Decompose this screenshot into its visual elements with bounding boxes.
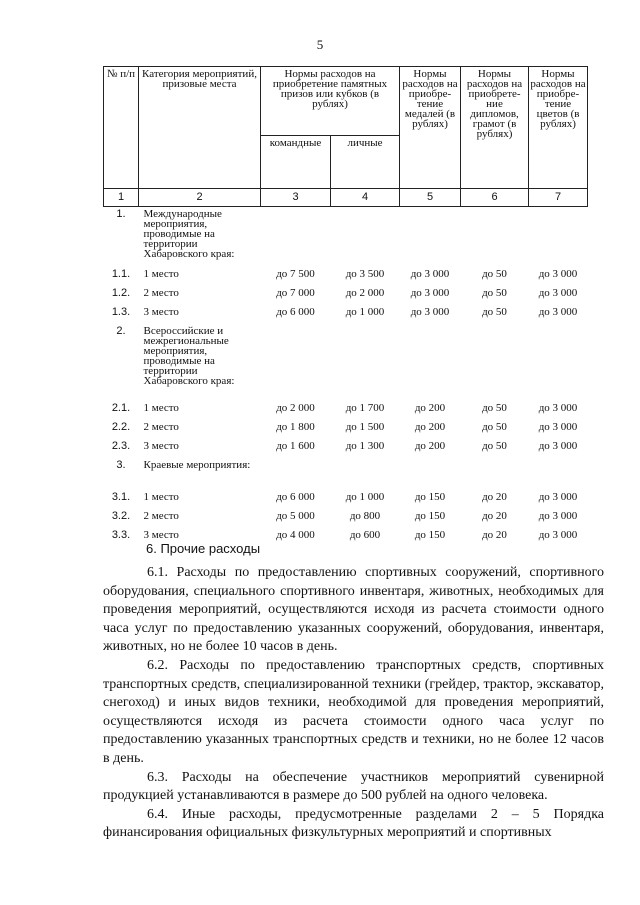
flowers-value: до 3 000	[538, 510, 578, 522]
personal-prize-value	[331, 207, 400, 268]
medals-value: до 150	[414, 529, 446, 541]
column-number: 6	[461, 189, 529, 207]
team-prize-value	[261, 324, 331, 401]
medals-value: до 150	[414, 491, 446, 503]
table-row	[104, 420, 588, 439]
personal-prize-value	[331, 324, 400, 401]
team-prize-value: до 6 000	[276, 306, 315, 318]
paragraph: 6.1. Расходы по предоставлению спортивных сооружений, спортивного оборудования, специального спортивного инвентаря, животных, необходимых для проведения мероприятий, осуществляются исходя из расчета стоимости одного часа услуг по предоставлению указанных сооружений, оборудования, инвентаря, животных, но не более 10 часов в день.	[103, 565, 604, 655]
medals-value	[400, 324, 461, 401]
diplomas-value: до 50	[482, 268, 507, 280]
flowers-value	[529, 207, 588, 268]
row-number: 1.1.	[111, 268, 131, 280]
personal-prize-value: до 600	[349, 529, 381, 541]
diplomas-value: до 50	[482, 402, 507, 414]
row-category: 2 место	[143, 287, 179, 299]
diplomas-value: до 50	[482, 421, 507, 433]
personal-prize-value: до 2 000	[345, 287, 385, 299]
flowers-value: до 3 000	[538, 440, 578, 452]
row-category: 2 место	[143, 510, 179, 522]
row-number: 3.3.	[111, 529, 131, 541]
personal-prize-value	[331, 458, 400, 490]
row-number: 1.2.	[111, 287, 131, 299]
column-number: 1	[104, 189, 139, 207]
table-row	[104, 286, 588, 305]
header-diplomas: Нормы расходов на приобрете- ние дипломов, грамот (в рублях)	[461, 67, 529, 189]
row-category: 1 место	[143, 268, 179, 280]
header-no: № п/п	[104, 67, 139, 189]
row-category: 1 место	[143, 402, 179, 414]
header-personal: личные	[331, 136, 400, 189]
table-row	[104, 305, 588, 324]
row-category: 2 место	[143, 421, 179, 433]
column-number: 7	[529, 189, 588, 207]
page-number: 5	[316, 37, 324, 52]
medals-value: до 200	[414, 421, 446, 433]
medals-value: до 200	[414, 402, 446, 414]
team-prize-value	[261, 458, 331, 490]
paragraph: 6.2. Расходы по предоставлению транспортных средств, спортивных транспортных средств, специализированной техники (грейдер, трактор, экскаватор, снегоход) и иных видов техники, необходимой для проведения мероприятий, осуществляются исходя из расчета стоимости одного часа услуг по предоставлению указанных транспортных средств и техники, но не более 12 часов в день.	[103, 657, 604, 766]
team-prize-value: до 1 800	[276, 421, 315, 433]
diplomas-value	[461, 324, 529, 401]
row-category: 1 место	[143, 491, 179, 503]
column-number: 5	[400, 189, 461, 207]
team-prize-value: до 6 000	[276, 491, 315, 503]
personal-prize-value: до 1 300	[345, 440, 385, 452]
medals-value: до 200	[414, 440, 446, 452]
personal-prize-value: до 3 500	[345, 268, 385, 280]
row-category: 3 место	[143, 529, 179, 541]
medals-value	[400, 207, 461, 268]
expense-norms-table	[103, 66, 588, 547]
flowers-value: до 3 000	[538, 268, 578, 280]
medals-value: до 3 000	[410, 287, 450, 299]
personal-prize-value: до 1 500	[345, 421, 385, 433]
flowers-value	[529, 324, 588, 401]
medals-value: до 3 000	[410, 306, 450, 318]
row-category: Международные мероприятия, проводимые на территории Хабаровского края:	[143, 208, 235, 260]
table-row	[104, 458, 588, 490]
medals-value	[400, 458, 461, 490]
row-number: 1.3.	[111, 306, 131, 318]
medals-value: до 150	[414, 510, 446, 522]
column-number: 3	[261, 189, 331, 207]
row-category: Всероссийские и межрегиональные мероприятия, проводимые на территории Хабаровского края:	[143, 325, 235, 387]
diplomas-value	[461, 207, 529, 268]
row-number: 2.1.	[111, 402, 131, 414]
header-medals: Нормы расходов на приобре- тение медалей (в рублях)	[400, 67, 461, 189]
header-souvenirs: Нормы расходов на приобретение памятных призов или кубков (в рублях)	[261, 67, 400, 136]
paragraph: 6.4. Иные расходы, предусмотренные разделами 2 – 5 Порядка финансирования официальных физкультурных мероприятий и спортивных	[103, 806, 604, 841]
row-number: 2.2.	[111, 421, 131, 433]
flowers-value	[529, 458, 588, 490]
row-number: 3.1.	[111, 491, 131, 503]
header-category: Категория мероприятий, призовые места	[139, 67, 261, 189]
row-number: 3.	[116, 459, 126, 471]
column-number: 2	[139, 189, 261, 207]
diplomas-value: до 50	[482, 306, 507, 318]
table-row	[104, 490, 588, 509]
header-team: командные	[261, 136, 331, 189]
row-category: 3 место	[143, 306, 179, 318]
diplomas-value: до 20	[482, 510, 507, 522]
diplomas-value: до 50	[482, 440, 507, 452]
personal-prize-value: до 800	[349, 510, 381, 522]
diplomas-value	[461, 458, 529, 490]
section-heading: 6. Прочие расходы	[146, 541, 261, 556]
diplomas-value: до 50	[482, 287, 507, 299]
table-row	[104, 401, 588, 420]
flowers-value: до 3 000	[538, 306, 578, 318]
team-prize-value	[261, 207, 331, 268]
column-number: 4	[331, 189, 400, 207]
flowers-value: до 3 000	[538, 402, 578, 414]
diplomas-value: до 20	[482, 529, 507, 541]
row-number: 2.	[116, 325, 126, 337]
medals-value: до 3 000	[410, 268, 450, 280]
team-prize-value: до 7 000	[276, 287, 315, 299]
row-number: 1.	[116, 208, 126, 220]
team-prize-value: до 4 000	[276, 529, 315, 541]
personal-prize-value: до 1 700	[345, 402, 385, 414]
header-flowers: Нормы расходов на приобре- тение цветов (в рублях)	[529, 67, 588, 189]
row-category: 3 место	[143, 440, 179, 452]
table-row	[104, 207, 588, 268]
team-prize-value: до 2 000	[276, 402, 315, 414]
table-row	[104, 324, 588, 401]
table-row	[104, 267, 588, 286]
flowers-value: до 3 000	[538, 287, 578, 299]
diplomas-value: до 20	[482, 491, 507, 503]
paragraph: 6.3. Расходы на обеспечение участников мероприятий сувенирной продукцией устанавливаются в размере до 500 рублей на одного человека.	[103, 769, 604, 804]
flowers-value: до 3 000	[538, 491, 578, 503]
team-prize-value: до 5 000	[276, 510, 315, 522]
flowers-value: до 3 000	[538, 529, 578, 541]
row-category: Краевые мероприятия:	[143, 459, 251, 471]
row-number: 2.3.	[111, 440, 131, 452]
flowers-value: до 3 000	[538, 421, 578, 433]
team-prize-value: до 1 600	[276, 440, 315, 452]
row-number: 3.2.	[111, 510, 131, 522]
team-prize-value: до 7 500	[276, 268, 315, 280]
table-row	[104, 439, 588, 458]
personal-prize-value: до 1 000	[345, 491, 385, 503]
section-body	[103, 564, 604, 843]
table-row	[104, 509, 588, 528]
personal-prize-value: до 1 000	[345, 306, 385, 318]
